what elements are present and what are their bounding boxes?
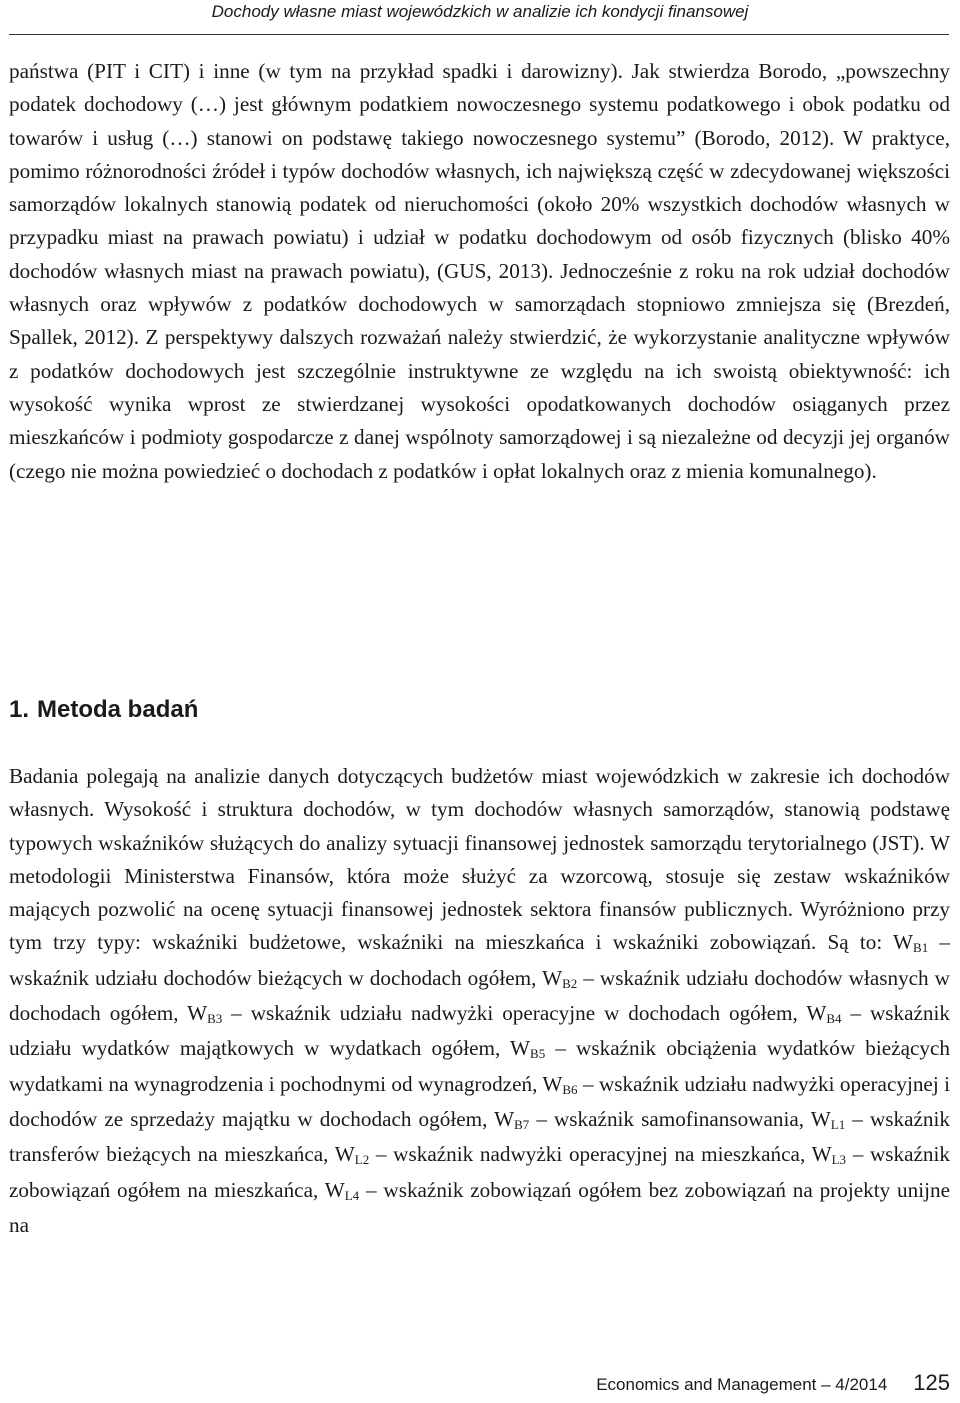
indicator-symbol: W	[187, 1001, 208, 1026]
running-header: Dochody własne miast wojewódzkich w analizie ich kondycji finansowej	[211, 2, 749, 21]
indicator-description: – wskaźnik udziału wydatków majątkowych w wydatkach ogółem,	[9, 1001, 951, 1061]
indicator-item	[494, 1107, 811, 1131]
section-heading	[9, 690, 206, 730]
indicator-description: – wskaźnik zobowiązań ogółem bez zobowiązań na projekty unijne na	[9, 1177, 950, 1237]
section-title: Metoda badań	[37, 696, 199, 723]
indicator-symbol: W	[542, 965, 563, 990]
indicator-subscript: B6	[562, 1081, 578, 1097]
indicator-subscript: B1	[913, 940, 929, 956]
indicator-item	[187, 1001, 806, 1025]
section-number: 1.	[9, 696, 30, 723]
indicator-symbol: W	[806, 1001, 827, 1026]
indicator-subscript: L4	[344, 1187, 360, 1203]
indicator-subscript: B7	[514, 1116, 530, 1132]
header-divider	[9, 34, 949, 35]
indicator-description: – wskaźnik udziału nadwyżki operacyjne w dochodach ogółem,	[222, 1001, 807, 1026]
indicator-description: – wskaźnik samofinansowania,	[529, 1106, 811, 1131]
indicator-subscript: L3	[831, 1152, 847, 1168]
indicator-list	[9, 930, 950, 1236]
journal-citation: Economics and Management – 4/2014	[596, 1375, 888, 1394]
indicator-subscript: L2	[354, 1152, 370, 1168]
indicator-subscript: B5	[530, 1046, 546, 1062]
indicator-symbol: W	[494, 1106, 515, 1131]
indicator-symbol: W	[334, 1142, 355, 1167]
indicator-subscript: B3	[207, 1011, 223, 1027]
indicator-description: – wskaźnik nadwyżki operacyjnej na mieszkańca,	[369, 1142, 812, 1167]
indicator-description: – wskaźnik obciążenia wydatków bieżących wydatkami na wynagrodzenia i pochodnymi od wynagrodzeń,	[9, 1036, 950, 1096]
indicator-symbol: W	[811, 1142, 832, 1167]
body-paragraph-1: państwa (PIT i CIT) i inne (w tym na przykład spadki i darowizny). Jak stwierdza Borodo, „powszechny podatek dochodowy (…) jest głównym podatkiem nowoczesnego systemu podatkowego i obok podatku od towarów i usług (…) stanowi on podstawę takiego nowoczesnego systemu” (Borodo, 2012). W praktyce, pomimo różnorodności źródeł i typów dochodów własnych, ich największą część w zdecydowanej większości samorządów lokalnych stanowią podatek od nieruchomości (około 20% wszystkich dochodów własnych w przypadku miast na prawach powiatu) i udział w podatku dochodowym od osób fizycznych (blisko 40% dochodów własnych miast na prawach powiatu), (GUS, 2013). Jednocześnie z roku na rok udział dochodów własnych oraz wpływów z podatków dochodowych w samorządach stopniowo zmniejsza się (Brezdeń, Spallek, 2012). Z perspektywy dalszych rozważań należy stwierdzić, że wykorzystanie analityczne wpływów z podatków dochodowych jest szczególnie instruktywne ze względu na ich swoistą obiektywność: ich wysokość wynika wprost ze stwierdzanej wysokości opodatkowanych dochodów osiąganych przez mieszkańców i podmioty gospodarcze z danej wspólnoty samorządowej i są niezależne od decyzji jej organów (czego nie można powiedzieć o dochodach z podatków i opłat lokalnych oraz z mienia komunalnego).	[9, 59, 950, 483]
indicator-symbol: W	[542, 1071, 563, 1096]
indicator-subscript: B4	[826, 1011, 842, 1027]
page-number: 125	[913, 1370, 950, 1395]
indicator-symbol: W	[324, 1177, 345, 1202]
indicator-item	[335, 1142, 812, 1166]
indicator-description: – wskaźnik udziału dochodów własnych w dochodach ogółem,	[9, 965, 950, 1026]
indicator-symbol: W	[510, 1036, 531, 1061]
indicator-description: – wskaźnik udziału dochodów bieżących w dochodach ogółem,	[9, 930, 950, 990]
indicator-subscript: L1	[830, 1116, 846, 1132]
body-paragraph-2	[9, 760, 950, 1242]
paragraph-2-intro: Badania polegają na analizie danych dotyczących budżetów miast wojewódzkich w zakresie ich dochodów własnych. Wysokość i struktura dochodów, w tym dochodów własnych samorządów, stanowią podstawę typowych wskaźników służących do analizy sytuacji finansowej jednostek samorządu terytorialnego (JST). W metodologii Ministerstwa Finansów, która może służyć za wzorcową, stosuje się zestaw wskaźników mających pozwolić na ocenę sytuacji finansowej jednostek sektora finansów publicznych. Wyróżniono przy tym trzy typy: wskaźniki budżetowe, wskaźniki na mieszkańca i wskaźniki zobowiązań. Są to:	[9, 764, 950, 955]
indicator-description: – wskaźnik udziału nadwyżki operacyjnej i dochodów ze sprzedaży majątku w dochodach ogółem,	[9, 1071, 950, 1131]
indicator-symbol: W	[893, 930, 914, 955]
page-footer	[596, 1368, 950, 1400]
indicator-symbol: W	[810, 1106, 831, 1131]
indicator-subscript: B2	[562, 975, 578, 991]
indicator-description: – wskaźnik transferów bieżących na mieszkańca,	[9, 1106, 950, 1167]
indicator-description: – wskaźnik zobowiązań ogółem na mieszkańca,	[9, 1142, 951, 1202]
